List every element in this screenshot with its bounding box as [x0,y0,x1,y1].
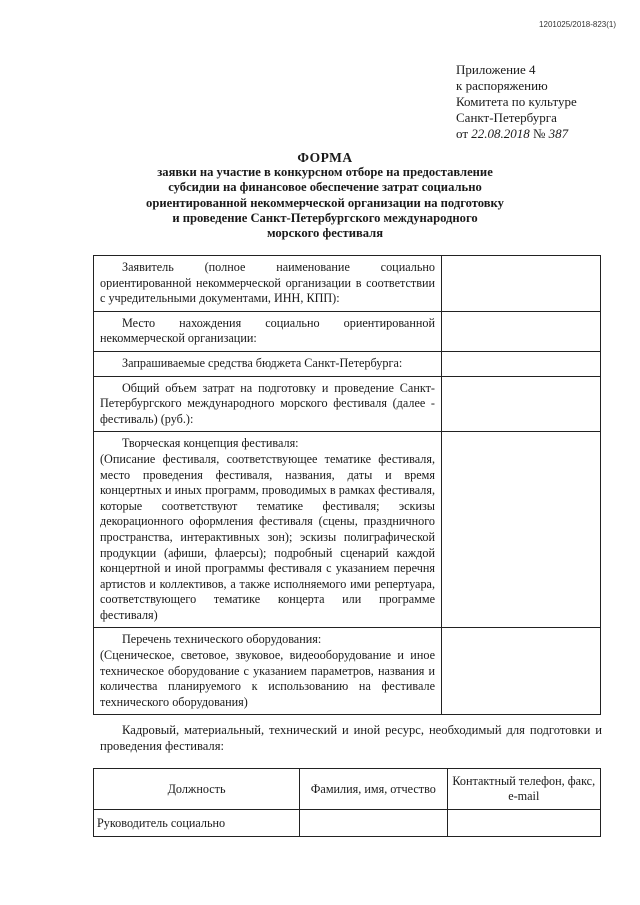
table-row [94,810,601,837]
appendix-date-line [456,126,626,142]
date-prefix: от [456,126,469,141]
field-label: Заявитель (полное наименование социально ориентированной некоммерческой организации в соответствии с учредительными документами, ИНН, КПП): [94,256,442,312]
field-value-cell[interactable] [442,351,601,376]
field-label: Общий объем затрат на подготовку и проведение Санкт-Петербургского международного морского фестиваля (далее - фестиваль) (руб.): [94,376,442,432]
appendix-line: к распоряжению [456,78,548,93]
form-title-head: ФОРМА [297,150,353,165]
form-title-line: и проведение Санкт-Петербургского международного [172,210,478,225]
form-title-line: морского фестиваля [266,226,384,241]
field-value-cell[interactable] [442,432,601,628]
field-label: Место нахождения социально ориентированной некоммерческой организации: [94,311,442,351]
table-row [94,256,601,312]
table-row [94,351,601,376]
field-detail: (Описание фестиваля, соответствующее тематике фестиваля, место проведения фестиваля, названия, даты и время концертных и иных программ, проводимых в рамках фестиваля, которые соответствуют тематике фестиваля; эскизы декорационного оформления фестиваля (сцены, праздничного пространства, интерактивных зон); эскизы полиграфической продукции (афиши, флаерсы); подробный сценарий каждой концертной и иной программы фестиваля с указанием перечня артистов и коллективов, а также исполняемого ими репертуара, соответствующего тематике концерта или программе фестиваля) [100,451,435,622]
number-prefix: № [533,126,546,141]
field-detail: (Сценическое, световое, звуковое, видеооборудование и иное техническое оборудование с указанием параметров, названия и количества планируемого к использованию на фестивале технического оборудования) [100,648,435,709]
form-title-line: ориентированной некоммерческой организации на подготовку [146,195,504,210]
table-cell[interactable] [447,810,600,837]
table-row [94,311,601,351]
field-value-cell[interactable] [442,376,601,432]
table-row [94,432,601,628]
field-label: Перечень технического оборудования: (Сценическое, световое, звуковое, видеооборудование и иное техническое оборудование с указанием параметров, названия и количества планируемого к использованию на фестивале технического оборудования) [94,628,442,715]
appendix-line: Санкт-Петербурга [456,110,557,125]
table-row [94,628,601,715]
column-header: Фамилия, имя, отчество [300,769,447,810]
resource-paragraph: Кадровый, материальный, технический и иной ресурс, необходимый для подготовки и проведения фестиваля: [100,723,602,753]
appendix-block [456,62,626,142]
field-label: Творческая концепция фестиваля: (Описание фестиваля, соответствующее тематике фестиваля, место проведения фестиваля, названия, даты и время концертных и иных программ, проводимых в рамках фестиваля, которые соответствуют тематике фестиваля; эскизы декорационного оформления фестиваля (сцены, праздничного пространства, интерактивных зон); эскизы полиграфической продукции (афиши, флаерсы); подробный сценарий каждой концертной и иной программы фестиваля с указанием перечня артистов и коллективов, а также исполняемого ими репертуара, соответствующего тематике концерта или программе фестиваля) [94,432,442,628]
form-title [100,150,550,241]
column-header: Должность [94,769,300,810]
form-title-line: субсидии на финансовое обеспечение затрат социально [168,180,482,195]
field-value-cell[interactable] [442,628,601,715]
staff-table [93,768,601,837]
table-cell: Руководитель социально [94,810,300,837]
field-value-cell[interactable] [442,311,601,351]
field-value-cell[interactable] [442,256,601,312]
table-row [94,376,601,432]
appendix-line: Комитета по культуре [456,94,577,109]
form-title-line: заявки на участие в конкурсном отборе на предоставление [157,165,493,180]
column-header: Контактный телефон, факс, e-mail [447,769,600,810]
table-cell[interactable] [300,810,447,837]
application-form-table [93,255,601,715]
table-header-row [94,769,601,810]
handwritten-number: 387 [548,126,569,141]
appendix-line: Приложение 4 [456,62,536,77]
document-id: 1201025/2018-823(1) [539,20,616,29]
handwritten-date: 22.08.2018 [471,126,530,141]
field-label: Запрашиваемые средства бюджета Санкт-Петербурга: [94,351,442,376]
